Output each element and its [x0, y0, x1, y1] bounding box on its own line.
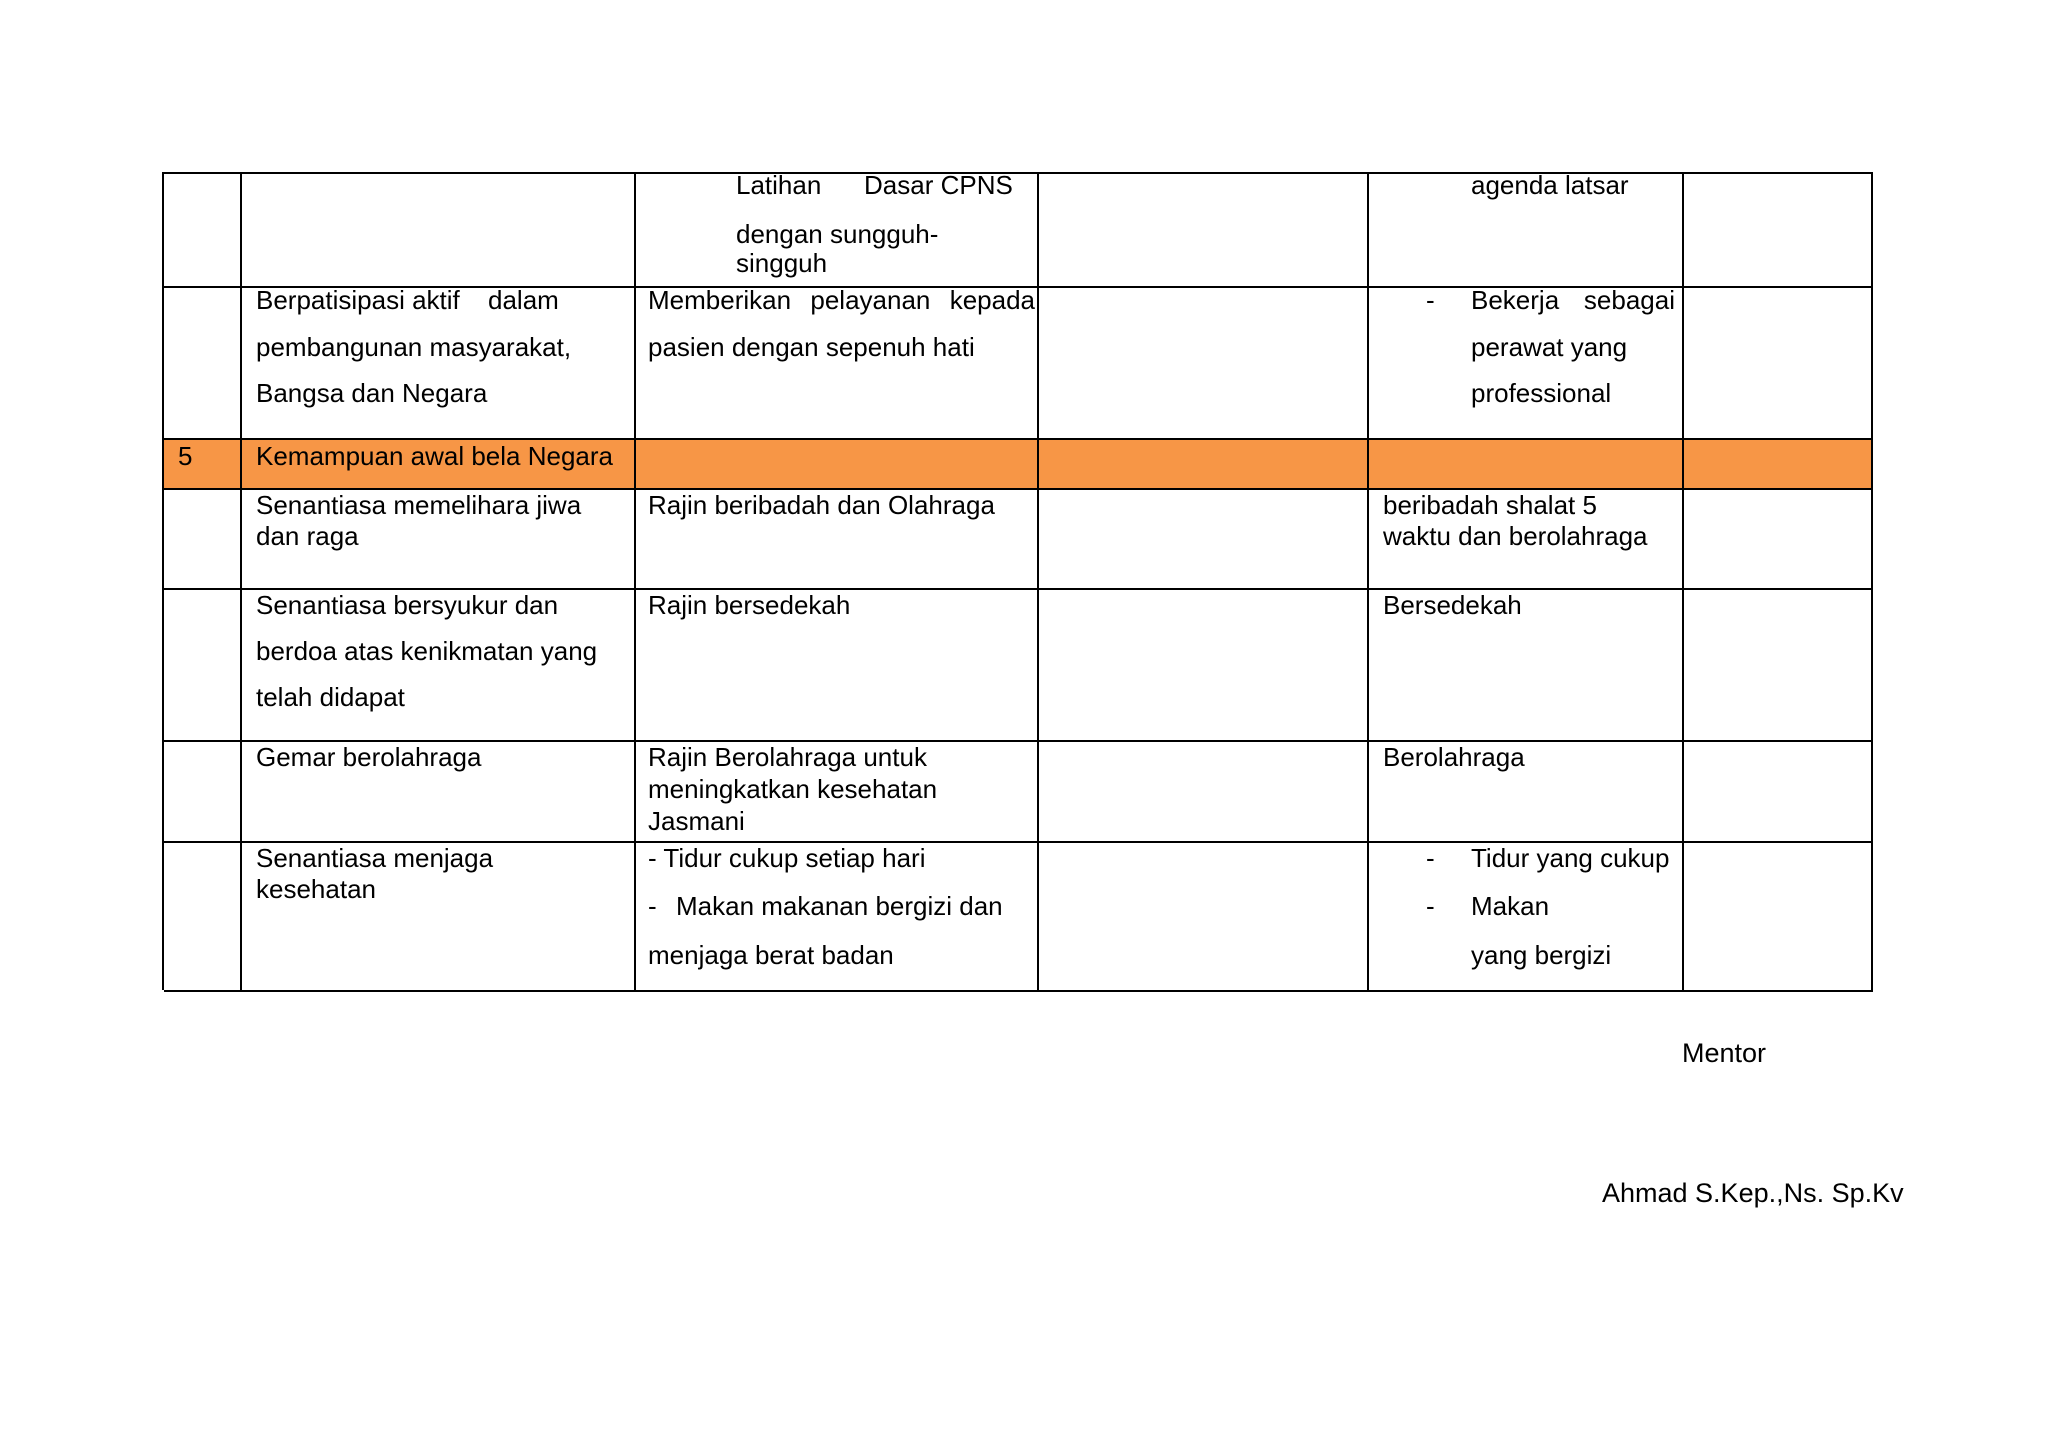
section-empty-cell — [1039, 440, 1369, 490]
row6-output-text: Berolahraga — [1383, 742, 1525, 772]
section-output-cell — [1369, 440, 1684, 490]
row5-output-cell — [1369, 590, 1684, 742]
row6-activity-text-1: Rajin Berolahraga untuk — [648, 742, 927, 772]
row5-value-text-2: berdoa atas kenikmatan yang — [256, 636, 598, 666]
row2-value-text-1b: dalam — [488, 288, 559, 315]
row7-output-text-1: Tidur yang cukup — [1471, 843, 1670, 873]
row1-empty-cell — [1039, 174, 1369, 288]
row6-empty-cell — [1039, 742, 1369, 843]
row7-activity-text-2: Makan makanan bergizi dan — [676, 891, 1003, 921]
row7-value-text-1: Senantiasa menjaga — [256, 843, 494, 873]
row7-value-cell — [242, 843, 636, 992]
section-notes-cell — [1684, 440, 1873, 490]
row7-activity-text-3: menjaga berat badan — [648, 940, 894, 970]
row2-value-text-2: pembangunan masyarakat, — [256, 332, 572, 362]
row2-value-text-3: Bangsa dan Negara — [256, 378, 488, 408]
row4-output-text-1: beribadah shalat 5 — [1383, 490, 1597, 520]
row2-output-cell — [1369, 288, 1684, 440]
row4-empty-cell — [1039, 490, 1369, 590]
row4-output-text-2: waktu dan berolahraga — [1383, 521, 1648, 551]
mentor-name: Ahmad S.Kep.,Ns. Sp.Kv — [1602, 1178, 1904, 1208]
row5-number-cell — [164, 590, 242, 742]
row2-output-text-2: perawat yang — [1471, 332, 1628, 362]
row7-output-text-3: yang bergizi — [1471, 940, 1612, 970]
row1-value-cell — [242, 174, 636, 288]
row2-activity-line-1 — [648, 288, 1035, 316]
activity-table — [162, 172, 1873, 990]
row1-number-cell — [164, 174, 242, 288]
row1-activity-text-3: singguh — [736, 248, 828, 278]
row6-value-text: Gemar berolahraga — [256, 742, 482, 772]
row5-output-text: Bersedekah — [1383, 590, 1522, 620]
row2-output-line-1 — [1471, 288, 1675, 316]
row4-activity-text: Rajin beribadah dan Olahraga — [648, 490, 995, 520]
row5-value-text-3: telah didapat — [256, 682, 405, 712]
row2-output-dash: - — [1426, 288, 1435, 315]
row5-empty-cell — [1039, 590, 1369, 742]
row4-activity-cell — [636, 490, 1039, 590]
row6-number-cell — [164, 742, 242, 843]
row2-notes-cell — [1684, 288, 1873, 440]
row6-activity-cell — [636, 742, 1039, 843]
row2-activity-text-2: pasien dengan sepenuh hati — [648, 332, 975, 362]
row2-activity-word-3: kepada — [949, 288, 1035, 315]
row2-empty-cell — [1039, 288, 1369, 440]
mentor-label: Mentor — [1682, 1038, 1767, 1068]
row1-notes-cell — [1684, 174, 1873, 288]
row5-value-cell — [242, 590, 636, 742]
row4-value-cell — [242, 490, 636, 590]
row4-output-cell — [1369, 490, 1684, 590]
row2-value-cell — [242, 288, 636, 440]
row2-value-text-1a: Berpatisipasi aktif — [256, 288, 460, 315]
row6-output-cell — [1369, 742, 1684, 843]
row7-output-cell — [1369, 843, 1684, 992]
row2-activity-word-1: Memberikan — [648, 288, 792, 315]
row2-output-word-1: Bekerja — [1471, 288, 1560, 315]
row7-empty-cell — [1039, 843, 1369, 992]
section-activity-cell — [636, 440, 1039, 490]
row6-notes-cell — [1684, 742, 1873, 843]
section-title-cell — [242, 440, 636, 490]
row7-notes-cell — [1684, 843, 1873, 992]
row5-activity-cell — [636, 590, 1039, 742]
row5-notes-cell — [1684, 590, 1873, 742]
row1-activity-text-2: dengan sungguh- — [736, 219, 939, 249]
section-number-cell — [164, 440, 242, 490]
row1-activity-cell — [636, 174, 1039, 288]
row6-value-cell — [242, 742, 636, 843]
row7-output-dash-2: - — [1426, 891, 1435, 921]
section-number: 5 — [178, 441, 193, 471]
row2-output-word-2: sebagai — [1583, 288, 1675, 315]
row7-output-text-2: Makan — [1471, 891, 1550, 921]
row1-activity-text-1b: Dasar CPNS — [864, 174, 1013, 200]
row2-activity-cell — [636, 288, 1039, 440]
row7-value-text-2: kesehatan — [256, 874, 376, 904]
row5-value-text-1: Senantiasa bersyukur dan — [256, 590, 559, 620]
row1-activity-text-1a: Latihan — [736, 174, 822, 200]
row7-activity-dash: - — [648, 891, 657, 921]
row2-number-cell — [164, 288, 242, 440]
row7-output-dash-1: - — [1426, 843, 1435, 873]
row4-value-text-1: Senantiasa memelihara jiwa — [256, 490, 582, 520]
row1-output-cell — [1369, 174, 1684, 288]
row1-output-text: agenda latsar — [1471, 174, 1629, 200]
section-title: Kemampuan awal bela Negara — [256, 441, 613, 471]
row5-activity-text: Rajin bersedekah — [648, 590, 851, 620]
row6-activity-text-3: Jasmani — [648, 806, 745, 836]
row4-value-text-2: dan raga — [256, 521, 359, 551]
row7-number-cell — [164, 843, 242, 992]
row4-number-cell — [164, 490, 242, 590]
row6-activity-text-2: meningkatkan kesehatan — [648, 774, 938, 804]
row7-activity-cell — [636, 843, 1039, 992]
row4-notes-cell — [1684, 490, 1873, 590]
row2-activity-word-2: pelayanan — [810, 288, 931, 315]
row2-output-text-3: professional — [1471, 378, 1612, 408]
row7-activity-text-1: - Tidur cukup setiap hari — [648, 843, 926, 873]
